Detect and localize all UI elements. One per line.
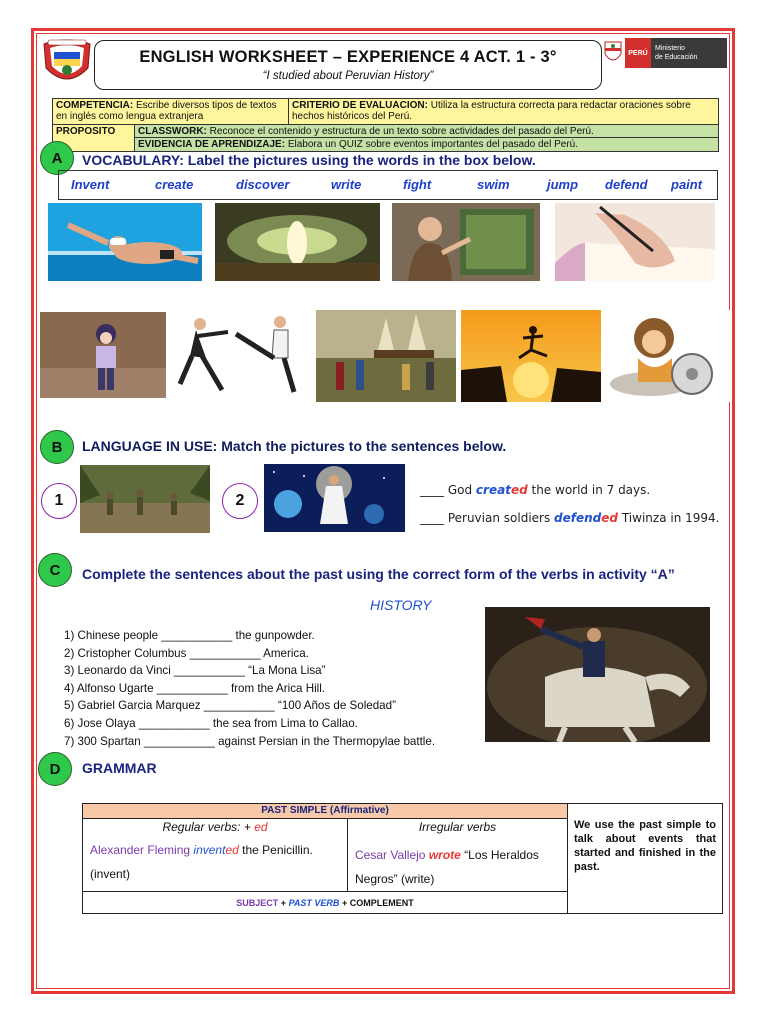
- formula-complement: COMPLEMENT: [349, 898, 414, 908]
- fighters-picture: [176, 312, 306, 402]
- writing-hand-picture: [555, 203, 715, 281]
- match-number-1: 1: [41, 483, 77, 519]
- word-defend: defend: [605, 177, 648, 192]
- word-write: write: [331, 177, 362, 192]
- jump-sunset-picture: [461, 310, 601, 402]
- section-a-badge: A: [40, 141, 74, 175]
- irr-rest-1: “Los Heraldos: [464, 848, 539, 862]
- reg-hint: (invent): [90, 867, 131, 881]
- regular-label: Regular verbs: +: [162, 820, 251, 834]
- s1-verb: [476, 483, 528, 497]
- word-paint: paint: [671, 177, 703, 192]
- evidencia-cell: [135, 138, 718, 151]
- competencia-text: Escribe diversos tipos de textos en inglés como lengua extranjera: [56, 100, 277, 122]
- irr-subject: Cesar Vallejo: [355, 848, 426, 862]
- soldiers-jungle-picture: [80, 465, 210, 533]
- regular-example: [90, 843, 340, 857]
- irregular-example: [355, 843, 560, 891]
- section-d-badge: D: [38, 752, 72, 786]
- reg-verb-suffix: ed: [225, 843, 239, 857]
- horseman-painting-picture: [485, 607, 710, 742]
- s2-subject: Peruvian soldiers: [447, 511, 551, 525]
- reg-rest: the Penicillin.: [242, 843, 313, 857]
- formula-verb: PAST VERB: [288, 898, 340, 908]
- s1-complement: the world in 7 days.: [531, 483, 651, 497]
- columbus-landing-picture: [316, 310, 456, 402]
- irregular-verbs-column: [348, 818, 567, 891]
- word-jump: jump: [547, 177, 579, 192]
- list-item: 4) Alfonso Ugarte ___________ from the Arica Hill.: [64, 681, 326, 695]
- match-number-2: 2: [222, 483, 258, 519]
- sentence-god-created: [420, 483, 650, 497]
- evidencia-text: Elabora un QUIZ sobre eventos importantes del pasado del Perú.: [287, 139, 579, 150]
- formula-subject: SUBJECT: [236, 898, 279, 908]
- table-title: PAST SIMPLE (Affirmative): [83, 804, 567, 819]
- criterio-label: CRITERIO DE EVALUACION:: [292, 100, 428, 111]
- creation-light-picture: [215, 203, 380, 281]
- s2-verb: [554, 511, 618, 525]
- list-item: 1) Chinese people ___________ the gunpowder.: [64, 629, 315, 642]
- peru-shield-icon: [603, 40, 623, 66]
- reg-subject: Alexander Fleming: [90, 843, 191, 857]
- sentence-soldiers-defended: [420, 511, 719, 525]
- criterio-text: Utiliza la estructura correcta para redactar oraciones sobre hechos históricos del Perú.: [292, 100, 691, 122]
- s2-complement: Tiwinza in 1994.: [621, 511, 720, 525]
- title-box: [94, 40, 602, 90]
- proposito-label: PROPOSITO: [56, 126, 116, 137]
- ministry-label-line1: Ministerio: [655, 45, 685, 52]
- list-item: 2) Cristopher Columbus ___________ America.: [64, 646, 309, 660]
- past-simple-note: We use the past simple to talk about events that started and finished in the past.: [567, 804, 722, 913]
- answer-blank-1[interactable]: ____: [420, 483, 444, 497]
- worksheet-subtitle: “I studied about Peruvian History”: [262, 70, 434, 82]
- painter-picture: [392, 203, 540, 281]
- regular-suffix: ed: [254, 820, 268, 834]
- school-crest-icon: [40, 38, 94, 88]
- evidencia-label: EVIDENCIA DE APRENDIZAJE:: [138, 139, 286, 150]
- regular-verbs-column: [83, 818, 348, 891]
- history-sentence-list: [64, 627, 435, 750]
- ministry-label-line2: de Educación: [655, 54, 698, 61]
- word-fight: fight: [403, 177, 432, 192]
- answer-blank-2[interactable]: ____: [420, 511, 444, 525]
- irr-verb: wrote: [428, 848, 461, 862]
- reg-verb: [193, 843, 238, 857]
- word-discover: discover: [236, 177, 290, 192]
- word-swim: swim: [477, 177, 510, 192]
- classwork-label: CLASSWORK:: [138, 126, 207, 137]
- formula-plus-1: +: [280, 898, 287, 908]
- word-box: [58, 170, 718, 200]
- reg-verb-base: invent: [193, 843, 226, 857]
- anime-girl-picture: [40, 312, 166, 398]
- formula-plus-2: +: [341, 898, 348, 908]
- list-item: 3) Leonardo da Vinci ___________ “La Mona Lisa”: [64, 664, 326, 678]
- past-simple-table: [82, 803, 723, 914]
- irr-rest-2: Negros” (write): [355, 872, 435, 886]
- word-invent: Invent: [71, 177, 110, 192]
- peru-label: PERÚ: [625, 38, 651, 68]
- section-c-heading: Complete the sentences about the past using the correct form of the verbs in activity “A”: [82, 566, 675, 582]
- s1-verb-suffix: ed: [510, 483, 528, 497]
- section-a-heading: VOCABULARY: Label the pictures using the words in the box below.: [82, 152, 536, 168]
- s2-verb-suffix: ed: [601, 511, 619, 525]
- ministry-logo: [603, 38, 727, 68]
- s1-verb-base: creat: [475, 483, 511, 497]
- s1-subject: God: [447, 483, 473, 497]
- formula-row: [83, 891, 567, 914]
- swimmer-picture: [48, 203, 202, 281]
- criterio-cell: [289, 99, 718, 125]
- section-b-heading: LANGUAGE IN USE: Match the pictures to the sentences below.: [82, 438, 507, 454]
- worksheet-title: ENGLISH WORKSHEET – EXPERIENCE 4 ACT. 1 - 3°: [139, 48, 557, 66]
- s2-verb-base: defend: [554, 511, 602, 525]
- irregular-verbs-header: Irregular verbs: [418, 820, 497, 834]
- list-item: 5) Gabriel Garcia Marquez ___________ “100 Años de Soledad”: [64, 699, 396, 713]
- list-item: 7) 300 Spartan ___________ against Persian in the Thermopylae battle.: [64, 734, 436, 748]
- competencies-table: [52, 98, 719, 152]
- jesus-cosmos-picture: [264, 464, 405, 532]
- competencia-label: COMPETENCIA:: [56, 100, 134, 111]
- classwork-text: Reconoce el contenido y estructura de un texto sobre actividades del pasado del Perú.: [209, 126, 594, 137]
- section-c-badge: C: [38, 553, 72, 587]
- history-title: HISTORY: [370, 597, 432, 613]
- list-item: 6) Jose Olaya ___________ the sea from Lima to Callao.: [64, 716, 358, 730]
- ministry-label: [651, 38, 727, 68]
- classwork-cell: [135, 125, 718, 138]
- competencia-cell: [53, 99, 289, 125]
- section-b-badge: B: [40, 430, 74, 464]
- caveman-wheel-picture: [606, 310, 730, 402]
- regular-verbs-header: [90, 820, 340, 834]
- section-d-heading: GRAMMAR: [82, 760, 157, 776]
- word-create: create: [155, 177, 194, 192]
